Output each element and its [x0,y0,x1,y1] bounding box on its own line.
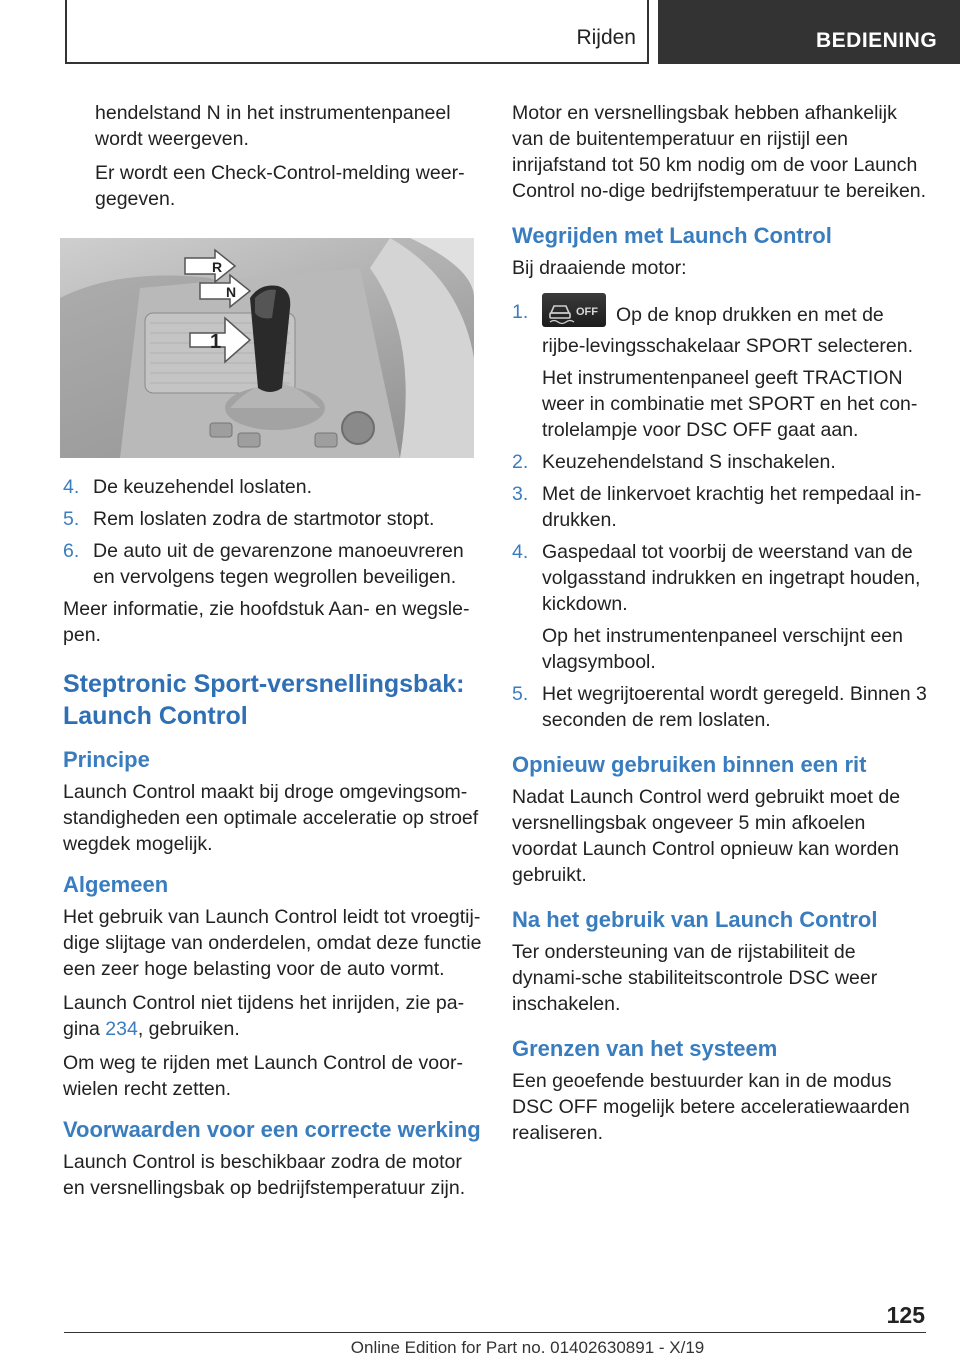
algemeen-paragraph-1: Het gebruik van Launch Control leidt tot vroegtij‐dige slijtage van onderdelen, omdat deze functie een zeer hoge belasting voor de auto vormt. [63,906,482,980]
header-chapter-tab: BEDIENING [658,0,960,64]
dsc-off-button-icon [542,293,606,327]
list-item [63,474,483,500]
step-number: 2. [512,451,529,473]
more-info-paragraph: Meer informatie, zie hoofdstuk Aan- en wegsle‐pen. [63,598,470,646]
intro-paragraph: Motor en versnellingsbak hebben afhankelijk van de buitentemperatuur en rijstijl een inrijafstand tot 50 km nodig om de voor Launch Control no‐dige bedrijfstemperatuur te bereiken. [512,102,927,202]
list-item [63,538,483,590]
na-gebruik-heading: Na het gebruik van Launch Control [512,907,878,932]
grenzen-paragraph: Een geoefende bestuurder kan in de modus DSC OFF mogelijk betere acceleratiewaarden realiseren. [512,1070,910,1144]
step-subtext: Het instrumentenpaneel geeft TRACTION weer in combinatie met SPORT en het con‐trolelampje voor DSC OFF gaat aan. [542,367,918,441]
principe-paragraph: Launch Control maakt bij droge omgevingsom‐standigheden een optimale acceleratie op stroef wegdek mogelijk. [63,781,479,855]
voorwaarden-paragraph: Launch Control is beschikbaar zodra de motor en versnellingsbak op bedrijfstemperatuur zijn. [63,1151,466,1199]
step-text: De auto uit de gevarenzone manoeuvreren en vervolgens tegen wegrollen beveiligen. [93,540,464,588]
wegrijden-paragraph: Bij draaiende motor: [512,257,687,279]
intro-paragraph-2: Er wordt een Check-Control-melding weer‐gegeven. [95,162,465,210]
step-text: Gaspedaal tot voorbij de weerstand van de volgasstand indrukken en ingetrapt houden, kickdown. [542,541,921,615]
left-step-list [63,474,483,590]
intro-paragraph-1: hendelstand N in het instrumentenpaneel wordt weergeven. [95,102,451,150]
algemeen-paragraph-2: Launch Control niet tijdens het inrijden, zie pa‐gina 234, gebruiken. [63,992,465,1040]
step-text: Rem loslaten zodra de startmotor stopt. [93,508,435,530]
right-column [512,100,930,1154]
step-number: 5. [512,683,529,705]
step-text: Keuzehendelstand S inschakelen. [542,451,836,473]
wegrijden-heading: Wegrijden met Launch Control [512,223,832,248]
step-subtext: Op het instrumentenpaneel verschijnt een vlagsymbool. [542,625,903,673]
step-number: 3. [512,483,529,505]
footer-edition-text: Online Edition for Part no. 01402630891 - X/19 [350,1338,705,1357]
list-item [512,449,930,475]
left-column [63,100,483,1209]
page-number: 125 [886,1302,925,1328]
list-item [512,299,930,443]
figure-label-n: N [226,284,237,300]
step-number: 4. [512,541,529,563]
algemeen-paragraph-3: Om weg te rijden met Launch Control de voor‐wielen recht zetten. [63,1052,463,1100]
button-label: OFF [576,306,598,318]
na-gebruik-paragraph: Ter ondersteuning van de rijstabiliteit de dynami‐sche stabiliteitscontrole DSC weer inschakelen. [512,941,878,1015]
step-number: 1. [512,301,529,323]
algemeen-heading: Algemeen [63,872,169,897]
footer-divider [64,1332,926,1333]
step-text: De keuzehendel loslaten. [93,476,312,498]
gear-selector-illustration [60,238,474,458]
grenzen-heading: Grenzen van het systeem [512,1036,778,1061]
step-text: Met de linkervoet krachtig het rempedaal in‐drukken. [542,483,922,531]
step-number: 4. [63,476,80,498]
step-text: Op de knop drukken en met de rijbe‐levingsschakelaar SPORT selecteren. [542,304,914,357]
gear-selector-drawing [60,238,474,458]
opnieuw-heading: Opnieuw gebruiken binnen een rit [512,752,867,777]
step-number: 5. [63,508,80,530]
right-step-list [512,299,930,733]
principe-heading: Principe [63,747,150,772]
section-title: Steptronic Sport-versnellingsbak: Launch Control [63,670,465,730]
opnieuw-paragraph: Nadat Launch Control werd gebruikt moet de versnellingsbak ongeveer 5 min afkoelen voordat Launch Control opnieuw kan worden gebruikt. [512,786,901,886]
list-item [63,506,483,532]
list-item [512,681,930,733]
list-item [512,539,930,675]
figure-label-r: R [212,259,223,275]
step-number: 6. [63,540,80,562]
page-reference-link[interactable]: 234 [105,1018,138,1040]
list-item [512,481,930,533]
step-text: Het wegrijtoerental wordt geregeld. Binnen 3 seconden de rem loslaten. [542,683,927,731]
header-section-title: Rijden [576,26,636,49]
figure-label-1: 1 [210,331,222,353]
voorwaarden-heading: Voorwaarden voor een correcte werking [63,1117,481,1142]
